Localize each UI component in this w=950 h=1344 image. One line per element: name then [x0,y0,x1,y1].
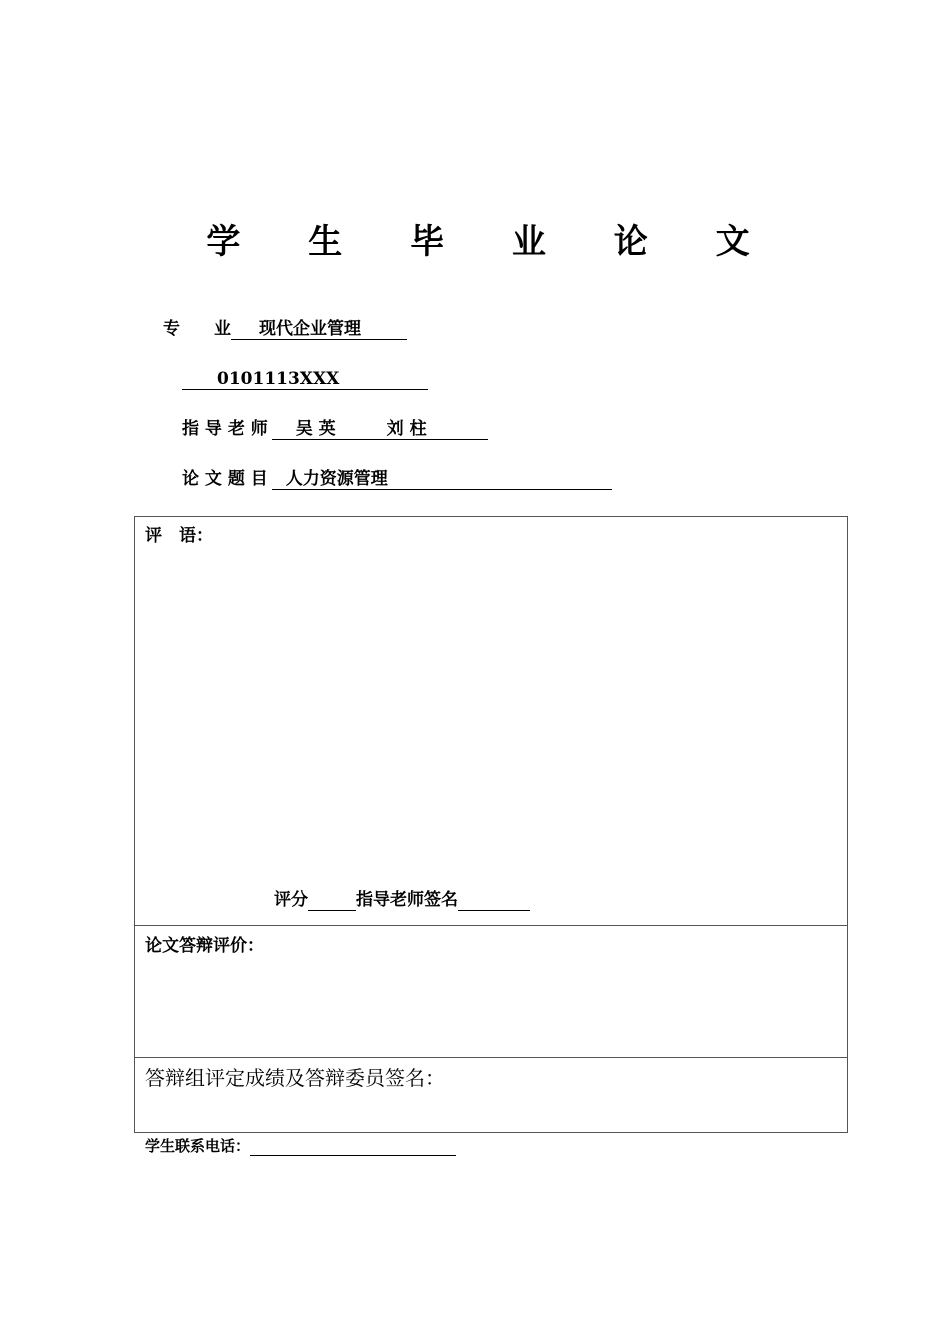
student-id-field [182,368,428,390]
evaluation-table [134,516,848,1133]
comments-box [135,517,847,925]
score-line [274,889,530,911]
comments-label: 评 语： [145,526,213,546]
committee-label: 答辩组评定成绩及答辩委员签名： [145,1066,445,1090]
committee-box [135,1057,847,1132]
phone-blank [250,1139,456,1156]
defense-label: 论文答辩评价： [145,936,264,956]
score-label: 评分 [274,890,308,910]
defense-box [135,925,847,1057]
thesis-title-value [272,469,612,490]
score-blank [308,892,356,911]
student-phone-field [145,1136,456,1156]
advisor-value [272,419,488,440]
thesis-title-label: 论 文 题 目 [182,469,268,489]
advisor-value-text: 吴 英 刘 柱 [295,419,427,439]
page-title: 学 生 毕 业 论 文 [206,222,778,262]
major-value-text: 现代企业管理 [259,319,361,339]
advisor-label: 指 导 老 师 [182,419,268,439]
major-value [231,319,407,340]
thesis-title-field [182,468,612,490]
phone-label: 学生联系电话： [145,1137,251,1155]
student-id-value [182,369,428,390]
student-id-text: 0101113XXX [217,369,340,389]
advisor-sign-blank [458,892,530,911]
advisor-field [182,418,488,440]
thesis-title-text: 人力资源管理 [285,469,388,489]
major-field [163,318,407,340]
major-label: 专 业 [163,319,231,339]
advisor-sign-label: 指导老师签名 [356,890,458,910]
